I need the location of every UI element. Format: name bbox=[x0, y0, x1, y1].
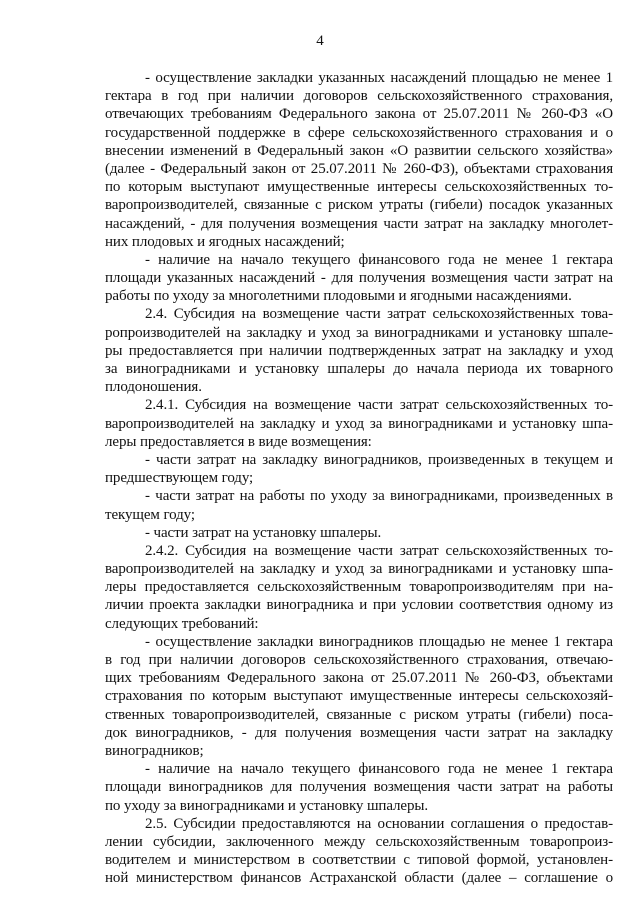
text-line: леры предоставляется в виде возмещения: bbox=[105, 433, 372, 450]
paragraph bbox=[105, 69, 613, 251]
paragraph bbox=[105, 487, 613, 523]
text-line: внесении изменений в Федеральный закон «О развитии сельского хозяйства» bbox=[105, 142, 613, 159]
text-line: насаждений, - для получения возмещения части затрат на закладку многолет- bbox=[105, 215, 613, 232]
text-line: - наличие на начало текущего финансового года не менее 1 гектара bbox=[145, 761, 613, 778]
text-line: в год при наличии договоров сельскохозяйственного страхования, отвечаю- bbox=[105, 652, 613, 668]
text-line: площади виноградников для получения возмещения части затрат на работы bbox=[105, 779, 613, 796]
text-line: 2.4.1. Субсидия на возмещение части затрат сельскохозяйственных то- bbox=[145, 397, 613, 414]
document-body bbox=[105, 69, 613, 887]
text-line: по которым выступают имущественные интересы сельскохозяйственных то- bbox=[105, 179, 613, 196]
text-line: 2.5. Субсидии предоставляются на основании соглашения о предостав- bbox=[145, 815, 613, 832]
paragraph bbox=[105, 251, 613, 306]
text-line: - части затрат на работы по уходу за виноградниками, произведенных в bbox=[145, 488, 613, 505]
page-number: 4 bbox=[316, 33, 324, 49]
paragraph bbox=[105, 524, 613, 542]
text-line: ры предоставляется при наличии подтвержденных затрат на закладку и уход bbox=[105, 342, 613, 359]
text-line: ропроизводителей на закладку и уход за виноградниками и установку шпале- bbox=[105, 324, 613, 341]
paragraph bbox=[105, 542, 613, 633]
paragraph bbox=[105, 451, 613, 487]
text-line: текущем году; bbox=[105, 506, 195, 523]
text-line: за виноградниками и установку шпалеры до начала периода их товарного bbox=[105, 361, 613, 377]
text-line: 2.4.2. Субсидия на возмещение части затрат сельскохозяйственных то- bbox=[145, 542, 613, 559]
text-line: лении субсидии, заключенного между сельскохозяйственным товаропроиз- bbox=[105, 833, 613, 850]
text-line: - наличие на начало текущего финансового года не менее 1 гектара bbox=[145, 251, 613, 268]
text-line: - осуществление закладки указанных насаждений площадью не менее 1 bbox=[145, 70, 613, 86]
paragraph bbox=[105, 305, 613, 396]
text-line: предшествующем году; bbox=[105, 470, 254, 487]
text-line: следующих требований: bbox=[105, 615, 259, 632]
text-line: гектара в год при наличии договоров сельскохозяйственного страхования, bbox=[105, 88, 613, 105]
paragraph bbox=[105, 760, 613, 815]
text-line: - части затрат на установку шпалеры. bbox=[145, 524, 382, 541]
text-line: ственных товаропроизводителей, связанные с риском утраты (гибели) поса- bbox=[105, 706, 613, 723]
paragraph bbox=[105, 815, 613, 888]
text-line: леры предоставляется сельскохозяйственным товаропроизводителям при на- bbox=[105, 579, 613, 596]
text-line: варопроизводителей, связанные с риском утраты (гибели) посадок указанных bbox=[105, 197, 613, 214]
paragraph bbox=[105, 633, 613, 760]
text-line: плодоношения. bbox=[105, 379, 202, 396]
text-line: док виноградников, - для получения возмещения части затрат на закладку bbox=[105, 724, 613, 741]
text-line: отвечающих требованиям Федерального закона от 25.07.2011 № 260-ФЗ «О bbox=[105, 106, 613, 123]
text-line: ной министерством финансов Астраханской области (далее – соглашение о bbox=[105, 870, 613, 887]
text-line: щих требованиям Федерального закона от 25.07.2011 № 260-ФЗ, объектами bbox=[105, 670, 613, 687]
text-line: страхования по которым выступают имущественные интересы сельскохозяй- bbox=[105, 688, 613, 705]
text-line: водителем и министерством в соответствии с типовой формой, установлен- bbox=[105, 852, 613, 869]
text-line: (далее - Федеральный закон от 25.07.2011 № 260-ФЗ), объектами страхования bbox=[105, 160, 613, 177]
text-line: площади указанных насаждений - для получения возмещения части затрат на bbox=[105, 270, 613, 287]
text-line: личии проекта закладки виноградника и при условии соответствия одному из bbox=[105, 597, 613, 614]
text-line: виноградников; bbox=[105, 742, 204, 759]
paragraph bbox=[105, 396, 613, 451]
text-line: по уходу за виноградниками и установку шпалеры. bbox=[105, 797, 429, 814]
text-line: работы по уходу за многолетними плодовыми и ягодными насаждениями. bbox=[105, 288, 572, 305]
text-line: - части затрат на закладку виноградников, произведенных в текущем и bbox=[145, 451, 613, 468]
text-line: варопроизводителей на закладку и уход за виноградниками и установку шпа- bbox=[105, 415, 613, 432]
text-line: 2.4. Субсидия на возмещение части затрат сельскохозяйственных това- bbox=[145, 306, 613, 323]
text-line: - осуществление закладки виноградников площадью не менее 1 гектара bbox=[145, 633, 613, 650]
text-line: варопроизводителей на закладку и уход за виноградниками и установку шпа- bbox=[105, 561, 613, 578]
text-line: государственной поддержке в сфере сельскохозяйственного страхования и о bbox=[105, 124, 613, 141]
text-line: них плодовых и ягодных насаждений; bbox=[105, 233, 345, 250]
